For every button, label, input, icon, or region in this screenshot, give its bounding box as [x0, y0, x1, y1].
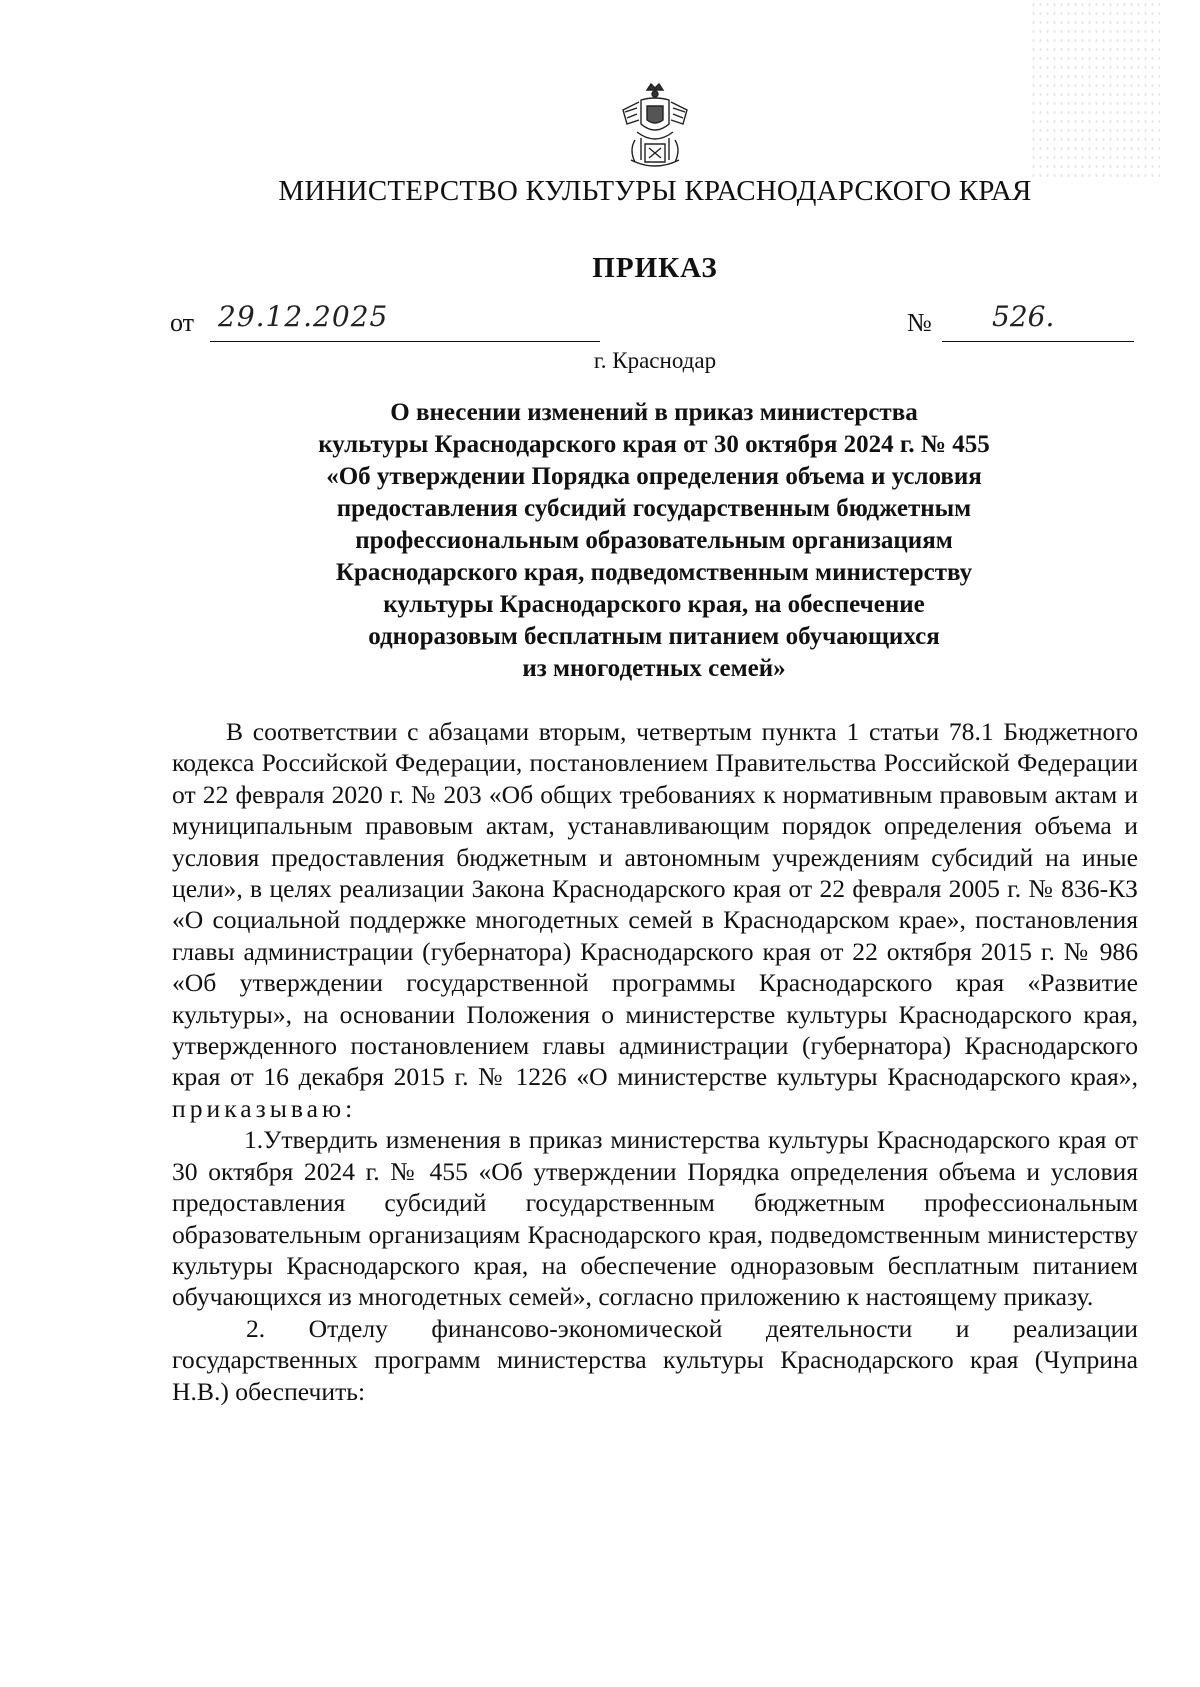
date-value: 29.12.2025 — [218, 300, 389, 333]
subject-line: «Об утверждении Порядка определения объема и условия — [326, 463, 982, 490]
subject-line: одноразовым бесплатным питанием обучающихся — [368, 623, 940, 650]
document-body — [172, 716, 1138, 1407]
order-word: приказываю: — [172, 1093, 357, 1123]
document-subject — [170, 397, 1138, 685]
subject-line: О внесении изменений в приказ министерства — [390, 399, 918, 426]
preamble-text: В соответствии с абзацами вторым, четвертым пункта 1 статьи 78.1 Бюджетного кодекса Российской Федерации, постановлением Правительства Российской Федерации от 22 февраля 2020 г. № 203 «Об общих требованиях к нормативным правовым актам и муниципальным правовым актам, устанавливающим порядок определения объема и условия предоставления бюджетным и автономным учреждениям субсидий на иные цели», в целях реализации Закона Краснодарского края от 22 февраля 2005 г. № 836-КЗ «О социальной поддержке многодетных семей в Краснодарском крае», постановления главы администрации (губернатора) Краснодарского края от 22 октября 2015 г. № 986 «Об утверждении государственной программы Краснодарского края «Развитие культуры», на основании Положения о министерстве культуры Краснодарского края, утвержденного постановлением главы администрации (губернатора) Краснодарского края от 16 декабря 2015 г. № 1226 «О министерстве культуры Краснодарского края», — [172, 717, 1138, 1092]
city: г. Краснодар — [593, 348, 717, 373]
body-paragraph-item-1: 1.Утвердить изменения в приказ министерства культуры Краснодарского края от 30 октября 2024 г. № 455 «Об утверждении Порядка определения объема и условия предоставления субсидий государственным бюджетным профессиональным образовательным организациям Краснодарского края, подведомственным министерству культуры Краснодарского края, на обеспечение одноразовым бесплатным питанием обучающихся из многодетных семей», согласно приложению к настоящему приказу. — [172, 1125, 1138, 1312]
document-title: ПРИКАЗ — [592, 252, 718, 284]
subject-line: Краснодарского края, подведомственным министерству — [335, 559, 973, 586]
number-value: 526. — [992, 300, 1055, 333]
ministry-name: МИНИСТЕРСТВО КУЛЬТУРЫ КРАСНОДАРСКОГО КРАЯ — [278, 175, 1032, 207]
date-number-row — [170, 302, 1138, 346]
subject-line: культуры Краснодарского края, на обеспечение — [383, 591, 925, 618]
number-prefix: № — [907, 308, 932, 337]
subject-line: профессиональным образовательным организациям — [355, 527, 953, 554]
subject-line: из многодетных семей» — [522, 655, 786, 682]
subject-line: культуры Краснодарского края от 30 октября 2024 г. № 455 — [318, 431, 990, 458]
body-paragraph-item-2: 2. Отделу финансово-экономической деятельности и реализации государственных программ министерства культуры Краснодарского края (Чуприна Н.В.) обеспечить: — [172, 1313, 1138, 1406]
date-prefix: от — [170, 308, 195, 337]
coat-of-arms-icon — [617, 80, 693, 172]
subject-line: предоставления субсидий государственным бюджетным — [336, 495, 972, 522]
scan-noise-top — [1030, 0, 1160, 180]
date-underline — [210, 341, 600, 342]
number-underline — [942, 341, 1134, 342]
body-paragraph-preamble — [172, 716, 1138, 1124]
